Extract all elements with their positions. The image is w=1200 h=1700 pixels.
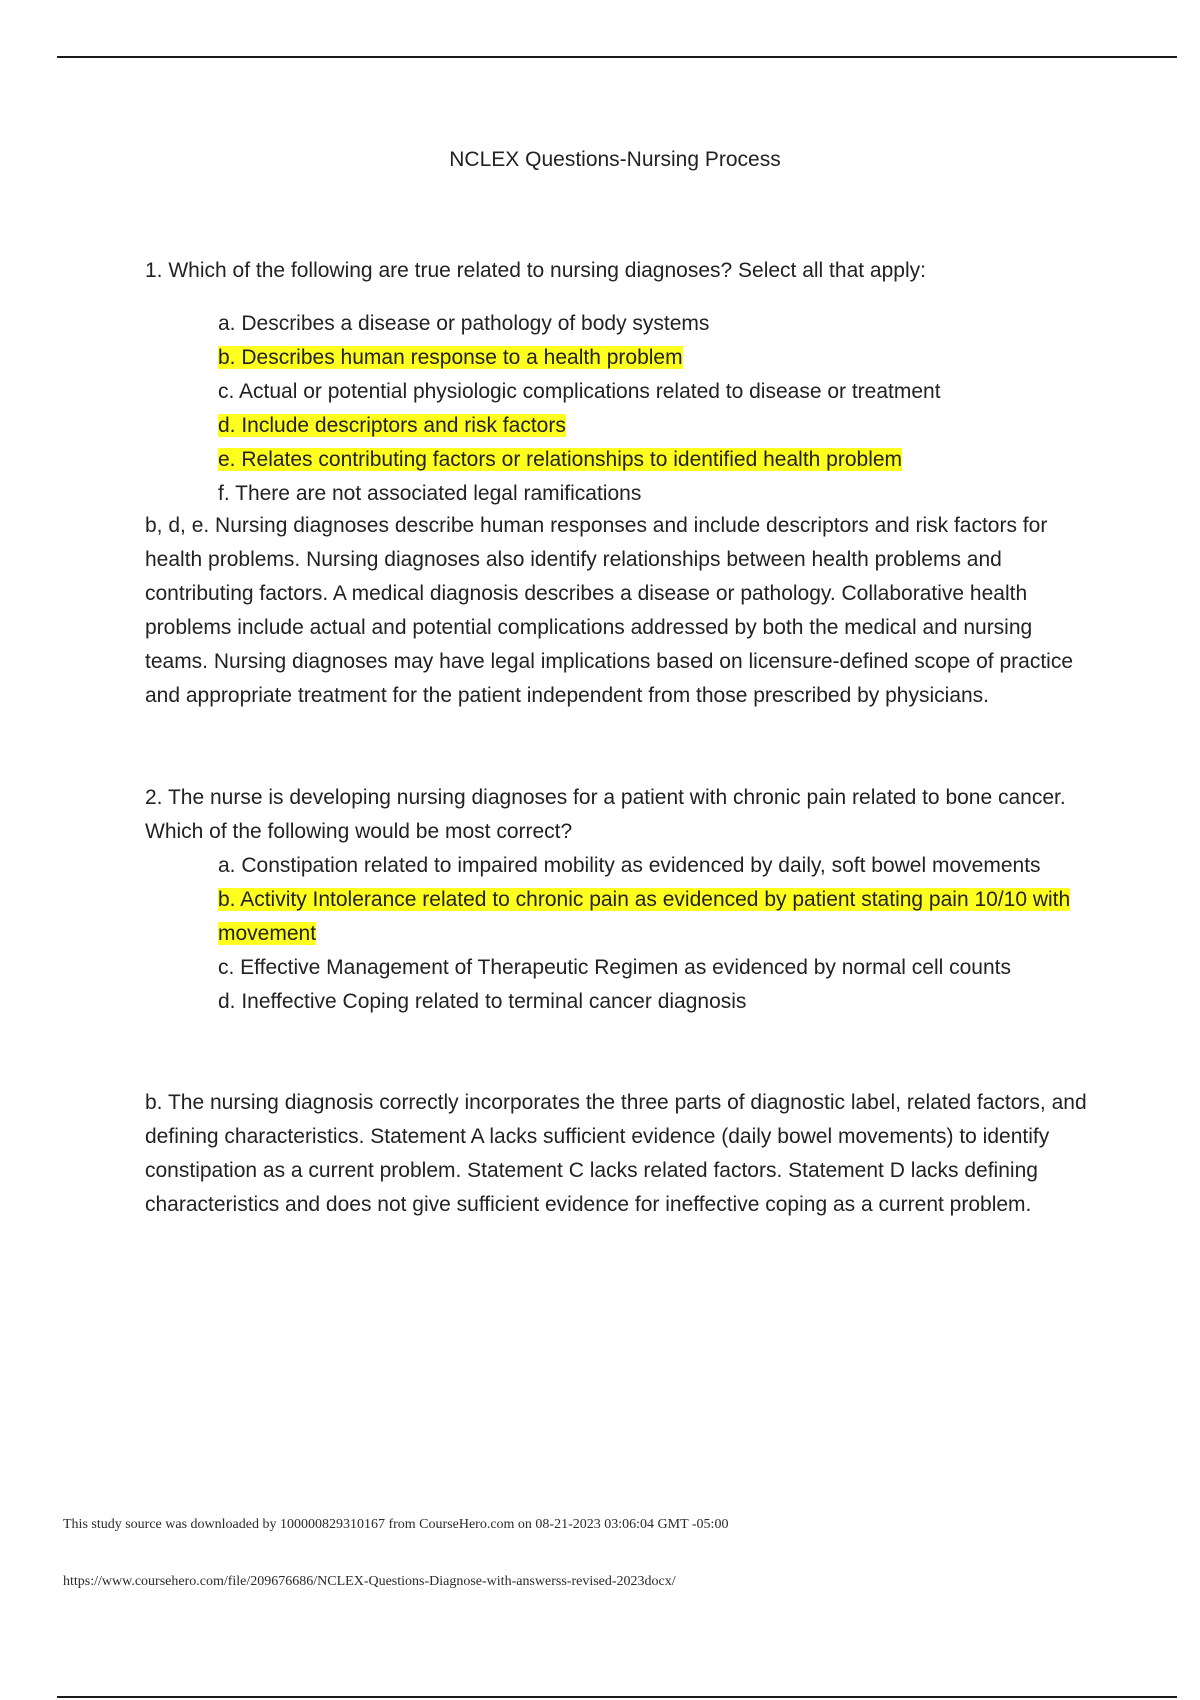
option-text: a. Constipation related to impaired mobility as evidenced by daily, soft bowel movements bbox=[218, 854, 1041, 877]
option-b bbox=[145, 341, 1095, 375]
download-source-note: This study source was downloaded by 100000829310167 from CourseHero.com on 08-21-2023 03:06:04 GMT -05:00 bbox=[63, 1517, 729, 1532]
option-text-highlighted: b. Describes human response to a health problem bbox=[218, 346, 683, 369]
option-d bbox=[145, 409, 1095, 443]
option-c bbox=[145, 951, 1098, 985]
question-1-stem: 1. Which of the following are true related to nursing diagnoses? Select all that apply: bbox=[145, 259, 926, 282]
option-text-highlighted: e. Relates contributing factors or relationships to identified health problem bbox=[218, 448, 903, 471]
option-f bbox=[145, 477, 1095, 511]
option-text: a. Describes a disease or pathology of body systems bbox=[218, 312, 710, 335]
option-d bbox=[145, 985, 1098, 1019]
option-text-highlighted: b. Activity Intolerance related to chronic pain as evidenced by patient stating pain 10/10 with movement bbox=[218, 888, 1071, 945]
option-text: d. Ineffective Coping related to terminal cancer diagnosis bbox=[218, 990, 747, 1013]
question-2-stem: 2. The nurse is developing nursing diagnoses for a patient with chronic pain related to bone cancer. Which of the following would be most correct? bbox=[145, 786, 1066, 843]
bottom-rule bbox=[57, 1696, 1177, 1698]
page-title: NCLEX Questions-Nursing Process bbox=[449, 148, 781, 171]
question-1-options bbox=[145, 307, 1095, 511]
option-b bbox=[145, 883, 1098, 951]
option-text: f. There are not associated legal ramifications bbox=[218, 482, 642, 505]
source-url: https://www.coursehero.com/file/209676686/NCLEX-Questions-Diagnose-with-answerss-revised-2023docx/ bbox=[63, 1574, 676, 1589]
option-c bbox=[145, 375, 1095, 409]
option-text: c. Effective Management of Therapeutic Regimen as evidenced by normal cell counts bbox=[218, 956, 1011, 979]
question-1-explanation: b, d, e. Nursing diagnoses describe human responses and include descriptors and risk factors for health problems. Nursing diagnoses also identify relationships between health problems and contributing factors. A medical diagnosis describes a disease or pathology. Collaborative health problems include actual and potential complications addressed by both the medical and nursing teams. Nursing diagnoses may have legal implications based on licensure-defined scope of practice and appropriate treatment for the patient independent from those prescribed by physicians. bbox=[145, 514, 1074, 707]
question-2-options bbox=[145, 849, 1095, 1019]
question-2-explanation: b. The nursing diagnosis correctly incorporates the three parts of diagnostic label, related factors, and defining characteristics. Statement A lacks sufficient evidence (daily bowel movements) to identify constipation as a current problem. Statement C lacks related factors. Statement D lacks defining characteristics and does not give sufficient evidence for ineffective coping as a current problem. bbox=[145, 1091, 1087, 1216]
option-a bbox=[145, 849, 1098, 883]
top-rule bbox=[57, 56, 1177, 58]
option-e bbox=[145, 443, 1095, 477]
option-text-highlighted: d. Include descriptors and risk factors bbox=[218, 414, 566, 437]
option-text: c. Actual or potential physiologic complications related to disease or treatment bbox=[218, 380, 941, 403]
option-a bbox=[145, 307, 1095, 341]
